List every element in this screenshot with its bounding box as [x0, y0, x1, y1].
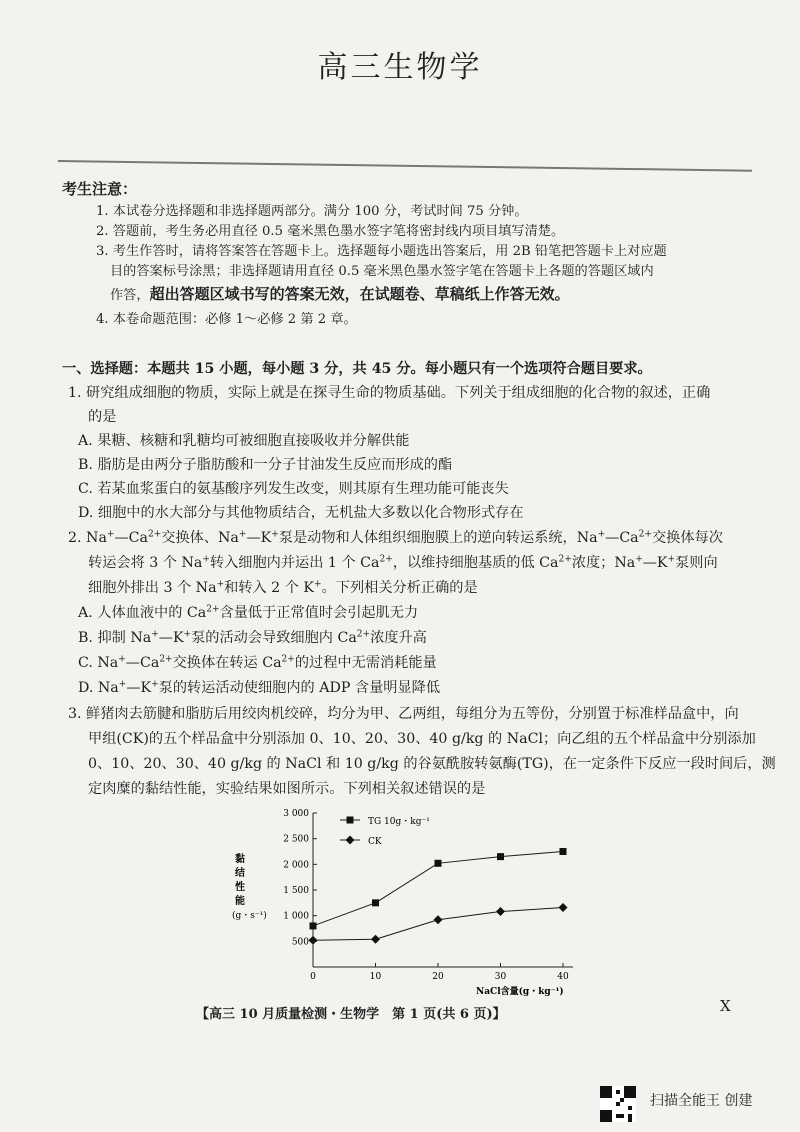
y-tick-label: 2 500 [283, 834, 309, 845]
data-point-ck [496, 907, 505, 916]
question-3-stem: 定肉糜的黏结性能，实验结果如图所示。下列相关叙述错误的是 [88, 781, 486, 797]
q2-option-d: D. Na+—K+泵的转运活动使细胞内的 ADP 含量明显降低 [78, 679, 441, 696]
q1-option-a: A. 果糖、核糖和乳糖均可被细胞直接吸收并分解供能 [78, 433, 410, 449]
q1-option-d: D. 细胞中的水大部分与其他物质结合，无机盐大多数以化合物形式存在 [78, 505, 524, 521]
question-1-stem: 的是 [88, 409, 117, 425]
q1-option-c: C. 若某血浆蛋白的氨基酸序列发生改变，则其原有生理功能可能丧失 [78, 481, 509, 497]
header-divider [58, 160, 752, 172]
y-tick-label: 2 000 [283, 860, 309, 871]
data-point-tg [435, 860, 442, 867]
y-tick-label: 500 [291, 937, 309, 948]
note-item: 3. 考生作答时，请将答案答在答题卡上。选择题每小题选出答案后，用 2B 铅笔把答题卡上对应题 [96, 244, 667, 259]
y-tick-label: 1 500 [283, 886, 309, 896]
y-unit-label: (g・s⁻¹) [232, 911, 267, 921]
legend-entry-ck: CK [368, 837, 382, 847]
data-point-tg [497, 853, 504, 860]
y-axis-label-char: 能 [235, 896, 245, 907]
section-heading: 一、选择题：本题共 15 小题，每小题 3 分，共 45 分。每小题只有一个选项符合题目要求。 [62, 361, 652, 377]
q2-option-c: C. $Na^+—Ca^{2+}$交换体在转运 $Ca^{2+}$的过程中无需消耗能量 [78, 654, 437, 671]
x-tick-label: 40 [557, 972, 569, 982]
question-3-stem: 3. 鲜猪肉去筋腱和脂肪后用绞肉机绞碎，均分为甲、乙两组，每组分为五等份，分别置于标准样品盒中，向 [68, 706, 739, 722]
page-footer: 【高三 10 月质量检测・生物学 第 1 页(共 6 页)】 [196, 1007, 506, 1022]
note-emphasis: 超出答题区域书写的答案无效，在试题卷、草稿纸上作答无效。 [149, 285, 570, 303]
q1-option-b: B. 脂肪是由两分子脂肪酸和一分子甘油发生反应而形成的酯 [78, 457, 453, 473]
page-title: 高三生物学 [317, 50, 483, 85]
question-2-stem: 转运会将 3 个 Na+转入细胞内并运出 1 个 $Ca^{2+}$，以维持细胞基质的低 $Ca^{2+}$浓度；Na+—K+泵则向 [88, 554, 718, 571]
note-item: 4. 本卷命题范围：必修 1～必修 2 第 2 章。 [96, 312, 357, 327]
note-item: 目的答案标号涂黑；非选择题请用直径 0.5 毫米黑色墨水签字笔在答题卡上各题的答题区域内 [110, 264, 654, 279]
scanner-watermark: 扫描全能王 创建 [650, 1093, 753, 1109]
y-axis-label-char: 性 [235, 882, 245, 893]
legend-marker-ck [346, 836, 355, 845]
data-point-ck [434, 915, 443, 924]
y-tick-label: 1 000 [283, 911, 309, 922]
notes-heading: 考生注意： [62, 180, 138, 198]
data-point-tg [560, 848, 567, 855]
question-2-stem: 2. $Na^+—Ca^{2+}$交换体、Na+—K+泵是动物和人体组织细胞膜上的逆向转运系统，$Na^+—Ca^{2+}$交换体每次 [68, 529, 723, 546]
y-tick-label: 3 000 [283, 809, 309, 819]
data-point-ck [371, 935, 380, 944]
q2-option-a: A. 人体血液中的 $Ca^{2+}$含量低于正常值时会引起肌无力 [78, 604, 419, 621]
y-axis-label-char: 黏 [235, 854, 245, 865]
y-axis-label-char: 结 [235, 868, 245, 879]
adhesion-line-chart [228, 800, 588, 1000]
data-point-tg [372, 899, 379, 906]
x-axis-label: NaCl含量(g・kg⁻¹) [476, 987, 564, 997]
legend-marker-tg [347, 817, 354, 824]
note-item: 作答，超出答题区域书写的答案无效，在试题卷、草稿纸上作答无效。 [110, 285, 570, 303]
x-tick-label: 30 [494, 972, 507, 982]
x-tick-label: 0 [310, 972, 316, 982]
legend-entry-tg: TG 10g・kg⁻¹ [368, 817, 430, 827]
note-item: 1. 本试卷分选择题和非选择题两部分。满分 100 分，考试时间 75 分钟。 [96, 204, 528, 219]
qr-code-icon [600, 1086, 636, 1122]
q2-option-b: B. 抑制 Na+—K+泵的活动会导致细胞内 $Ca^{2+}$浓度升高 [78, 629, 427, 646]
corner-mark: X [720, 997, 731, 1015]
x-tick-label: 20 [432, 972, 444, 982]
question-3-stem: 0、10、20、30、40 g/kg 的 NaCl 和 10 g/kg 的谷氨酰胺转氨酶(TG)，在一定条件下反应一段时间后，测 [88, 756, 776, 772]
question-1-stem: 1. 研究组成细胞的物质，实际上就是在探寻生命的物质基础。下列关于组成细胞的化合物的叙述，正确 [68, 385, 711, 401]
data-point-ck [309, 936, 318, 945]
question-3-stem: 甲组(CK)的五个样品盒中分别添加 0、10、20、30、40 g/kg 的 NaCl；向乙组的五个样品盒中分别添加 [88, 731, 756, 747]
question-2-stem: 细胞外排出 3 个 Na+和转入 2 个 K+。下列相关分析正确的是 [88, 579, 478, 596]
data-point-tg [310, 922, 317, 929]
x-tick-label: 10 [369, 972, 382, 982]
note-item: 2. 答题前，考生务必用直径 0.5 毫米黑色墨水签字笔将密封线内项目填写清楚。 [96, 224, 565, 239]
data-point-ck [559, 903, 568, 912]
